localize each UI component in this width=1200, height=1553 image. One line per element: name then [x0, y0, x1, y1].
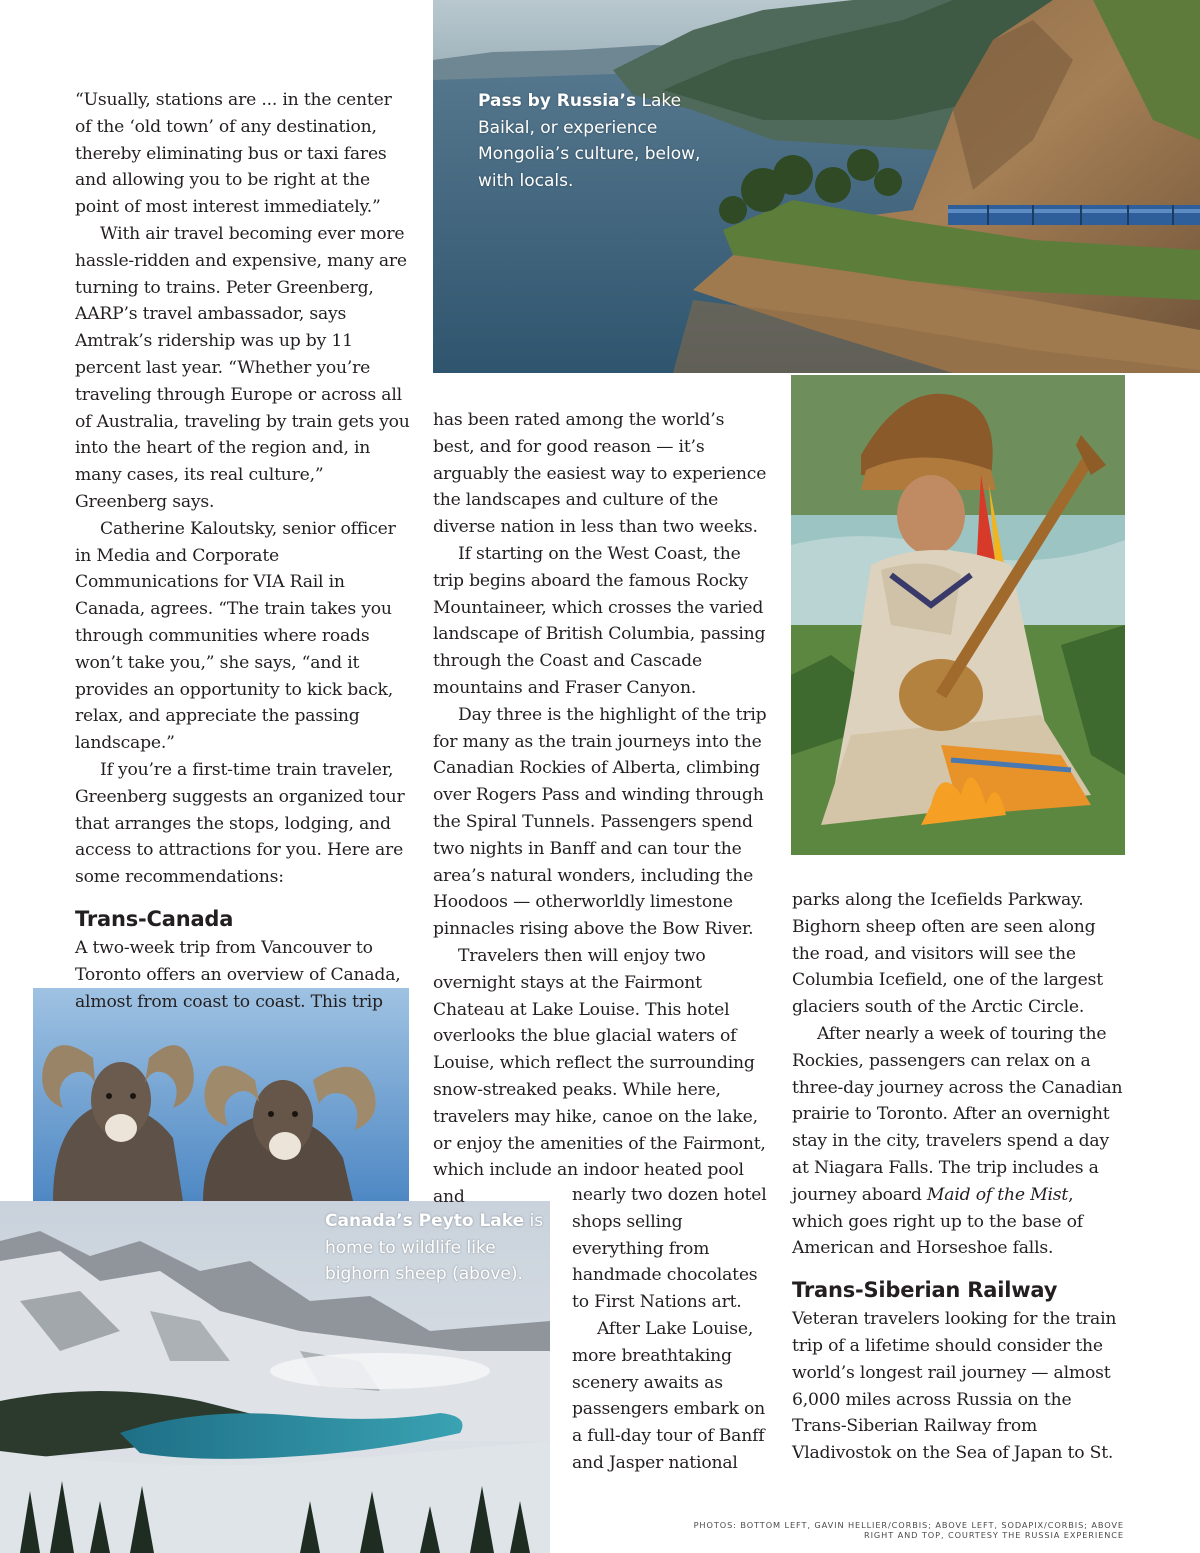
mongolian-musician-illustration — [791, 375, 1125, 855]
bighorn-sheep-photo — [33, 988, 409, 1201]
train-shape — [948, 205, 1200, 225]
heading-trans-siberian-railway: Trans-Siberian Railway — [792, 1278, 1058, 1303]
caption-peyto-lake — [325, 1208, 547, 1288]
col3-paragraph-3: Veteran travelers looking for the train trip of a lifetime should consider the world’s longest rail journey — almost 6,000 miles across Russia on the Trans-Siberian Railway from Vladivostok on the Sea of Japan to St. — [792, 1309, 1117, 1464]
col2b-paragraph-2: After Lake Louise, more breathtaking scenery awaits as passengers embark on a full-day tour of Banff and Jasper national — [572, 1318, 766, 1473]
col2-paragraph-1: has been rated among the world’s best, and for good reason — it’s arguably the easiest way to experience the landscapes and culture of the diverse nation in less than two weeks. — [433, 410, 767, 538]
col3-paragraph-2-end: , which goes right up to the base of American and Horseshoe falls. — [792, 1184, 1083, 1259]
maid-of-the-mist: Maid of the Mist — [926, 1184, 1069, 1205]
column-1 — [75, 87, 411, 1015]
caption-lake-baikal-text: Lake Baikal, or experience Mongolia’s culture, below, with locals. — [478, 91, 701, 191]
column-3 — [792, 887, 1128, 1467]
photo-credit: PHOTOS: BOTTOM LEFT, GAVIN HELLIER/CORBIS; ABOVE LEFT, SODAPIX/CORBIS; ABOVE RIGHT AND TOP, COURTESY THE RUSSIA EXPERIENCE — [693, 1520, 1124, 1540]
col1-paragraph-1: “Usually, stations are ... in the center of the ‘old town’ of any destination, thereby eliminating bus or taxi fares and allowing you to be right at the point of most interest immediately.” — [75, 90, 392, 218]
caption-lake-baikal-bold: Pass by Russia’s — [478, 91, 637, 111]
caption-peyto-lake-bold: Canada’s Peyto Lake — [325, 1211, 525, 1231]
col2b-paragraph-1: nearly two dozen hotel shops selling everything from handmade chocolates to First Nations art. — [572, 1185, 767, 1313]
column-2-lower — [572, 1182, 770, 1477]
col1-paragraph-3: Catherine Kaloutsky, senior officer in Media and Corporate Communications for VIA Rail in Canada, agrees. “The train takes you through communities where roads won’t take you,” she says, “and it provides an opportunity to kick back, relax, and appreciate the passing landscape.” — [75, 518, 396, 754]
col2-paragraph-2: If starting on the West Coast, the trip begins aboard the famous Rocky Mountaineer, which crosses the varied landscape of British Columbia, passing through the Coast and Cascade mountains and Fraser Canyon. — [433, 543, 766, 698]
mongolian-musician-photo — [791, 375, 1125, 855]
col3-paragraph-2-start: After nearly a week of touring the Rockies, passengers can relax on a three-day journey across the Canadian prairie to Toronto. After an overnight stay in the city, travelers spend a day at Niagara Falls. The trip includes a journey aboard — [792, 1023, 1123, 1205]
col1-paragraph-4: If you’re a first-time train traveler, Greenberg suggests an organized tour that arranges the stops, lodging, and access to attractions for you. Here are some recommendations: — [75, 759, 405, 888]
col2-paragraph-4: Travelers then will enjoy two overnight stays at the Fairmont Chateau at Lake Louise. This hotel overlooks the blue glacial waters of Louise, which reflect the surrounding snow-streaked peaks. While here, travelers may hike, canoe on the lake, or enjoy the amenities of the Fairmont, which include an indoor heated pool and — [433, 945, 766, 1208]
col1-paragraph-2: With air travel becoming ever more hassle-ridden and expensive, many are turning to trains. Peter Greenberg, AARP’s travel ambassador, says Amtrak’s ridership was up by 11 percent last year. “Whether you’re traveling through Europe or across all of Australia, traveling by train gets you into the heart of the region and, in many cases, its real culture,” Greenberg says. — [75, 223, 410, 512]
col1-paragraph-5: A two-week trip from Vancouver to Toronto offers an overview of Canada, almost from coast to coast. This trip — [75, 937, 401, 1012]
heading-trans-canada: Trans-Canada — [75, 906, 234, 931]
caption-peyto-lake-text: is home to wildlife like bighorn sheep (above). — [325, 1211, 544, 1284]
bighorn-sheep-illustration — [33, 988, 409, 1201]
column-2 — [433, 407, 769, 1211]
col2-paragraph-3: Day three is the highlight of the trip for many as the train journeys into the Canadian Rockies of Alberta, climbing over Rogers Pass and winding through the Spiral Tunnels. Passengers spend two nights in Banff and can tour the area’s natural wonders, including the Hoodoos — otherworldly limestone pinnacles rising above the Bow River. — [433, 704, 767, 940]
col3-paragraph-1: parks along the Icefields Parkway. Bighorn sheep often are seen along the road, and visitors will see the Columbia Icefield, one of the largest glaciers south of the Arctic Circle. — [792, 890, 1103, 1018]
caption-lake-baikal — [478, 88, 728, 194]
col3-paragraph-2 — [792, 1021, 1128, 1262]
